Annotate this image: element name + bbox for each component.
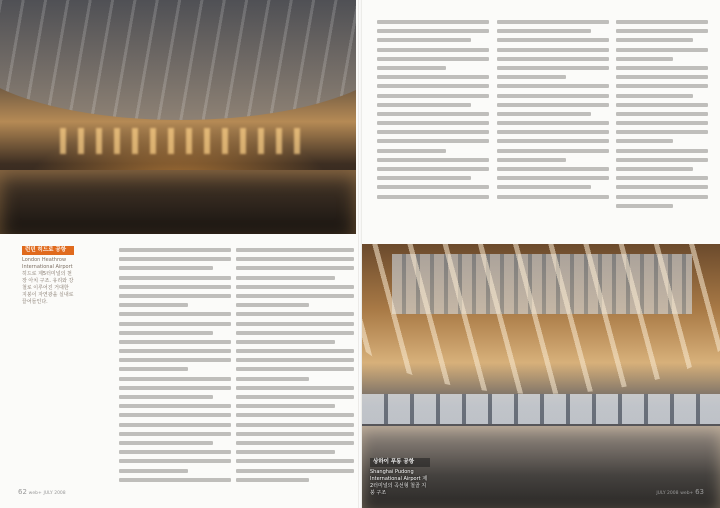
caption-text: London Heathrow International Airport 히드로 제5터미널의 천장 아치 구조. 유리와 강철로 이루어진 거대한 지붕이 자연광을 실내로 끌어들인다. (22, 257, 74, 305)
heathrow-photo-caption (22, 246, 74, 306)
caption-title: 런던 히드로 공항 (22, 246, 74, 255)
check-in-counters (362, 394, 720, 424)
body-column-right-2 (497, 20, 609, 206)
curved-steel-ribs (362, 244, 720, 394)
folio-right (656, 489, 704, 497)
terminal-floor (0, 170, 356, 234)
pudong-photo-caption (370, 458, 430, 497)
arched-roof (0, 0, 356, 120)
folio-left (18, 489, 66, 497)
page-number: 63 (695, 488, 704, 496)
magazine-name: web+ (680, 491, 694, 496)
terminal-lights (60, 128, 300, 154)
page-number: 62 (18, 488, 27, 496)
body-column-right-3 (616, 20, 708, 216)
spread-gutter (358, 0, 362, 508)
heathrow-terminal-photo (0, 0, 356, 234)
issue-date: JULY 2008 (656, 491, 679, 496)
issue-date: JULY 2008 (43, 491, 66, 496)
body-column-right-1 (377, 20, 489, 206)
magazine-name: web+ (28, 491, 42, 496)
caption-text: Shanghai Pudong International Airport 제2터미널의 곡선형 철골 지붕 구조 (370, 469, 428, 496)
body-column-left-1 (119, 248, 231, 492)
body-column-left-2 (236, 248, 354, 492)
caption-title: 상하이 푸동 공항 (370, 458, 430, 467)
